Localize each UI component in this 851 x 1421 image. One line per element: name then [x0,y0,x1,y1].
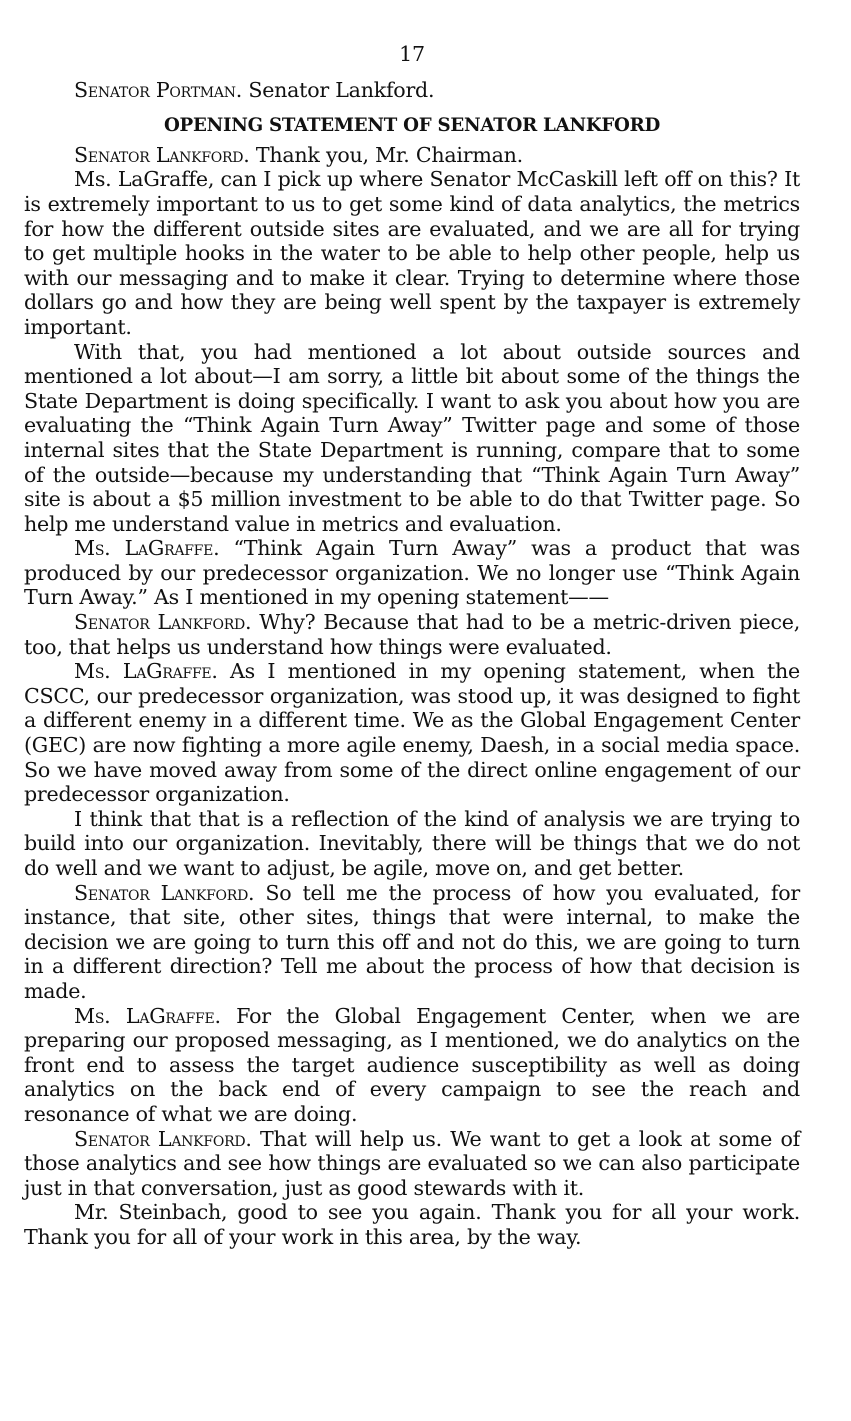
paragraph [24,143,800,168]
paragraph [24,167,800,339]
paragraph-text: Thank you, Mr. Chairman. [249,142,523,167]
paragraph-text: “Think Again Turn Away” was a product that was produced by our predecessor organization. We no longer use “Think Again Turn Away.” As I mentioned in my opening statement—— [24,536,801,610]
speaker-name: Senator Lankford. [74,1126,252,1151]
paragraph-text: So tell me the process of how you evaluated, for instance, that site, other sites, things that were internal, to make the decision we are going to turn this off and not do this, we are going to turn in a different direction? Tell me about the process of how that decision is made. [24,880,800,1003]
speaker-name: Senator Portman. [74,77,243,102]
paragraph [24,340,800,537]
speaker-name: Ms. LaGraffe. [74,659,218,684]
speaker-name: Senator Lankford. [74,142,250,167]
document-page [24,42,800,1250]
speaker-name: Ms. LaGraffe. [74,536,220,561]
paragraph-text: Mr. Steinbach, good to see you again. Thank you for all your work. Thank you for all of your work in this area, by the way. [24,1200,800,1249]
paragraph [24,1200,800,1249]
speaker-name: Senator Lankford. [74,880,255,905]
paragraph [24,536,800,610]
paragraph-text: I think that that is a reflection of the kind of analysis we are trying to build into our organization. Inevitably, there will be things that we do not do well and we want to adjust, be agile, move on, and get better. [24,806,800,880]
paragraph-text: Senator Lankford. [242,77,435,102]
paragraph [24,1127,800,1201]
section-heading: OPENING STATEMENT OF SENATOR LANKFORD [163,115,661,137]
speaker-name: Senator Lankford. [74,610,252,635]
speaker-name: Ms. LaGraffe. [74,1003,221,1028]
paragraph [24,881,800,1004]
paragraph-text: That will help us. We want to get a look at some of those analytics and see how things are evaluated so we can also participate just in that conversation, just as good stewards with it. [24,1126,800,1200]
paragraph-text: Why? Because that had to be a metric-driven piece, too, that helps us understand how things were evaluated. [24,610,800,659]
paragraph-text: With that, you had mentioned a lot about outside sources and mentioned a lot about—I am sorry, a little bit about some of the things the State Department is doing specifically. I want to ask you about how you are evaluating the “Think Again Turn Away” Twitter page and some of those internal sites that the State Department is running, compare that to some of the outside—because my understanding that “Think Again Turn Away” site is about a $5 million investment to be able to do that Twitter page. So help me understand value in metrics and evaluation. [24,339,800,536]
paragraph-text: Ms. LaGraffe, can I pick up where Senator McCaskill left off on this? It is extremely important to us to get some kind of data analytics, the metrics for how the different outside sites are evaluated, and we are all for trying to get multiple hooks in the water to be able to help other people, help us with our messaging and to make it clear. Trying to determine where those dollars go and how they are being well spent by the taxpayer is extremely important. [24,167,800,339]
paragraph-text: As I mentioned in my opening statement, when the CSCC, our predecessor organization, was stood up, it was designed to fight a different enemy in a different time. We as the Global Engagement Center (GEC) are now fighting a more agile enemy, Daesh, in a social media space. So we have moved away from some of the direct online engagement of our predecessor organization. [24,659,800,807]
paragraph-text: For the Global Engagement Center, when we are preparing our proposed messaging, as I mentioned, we do analytics on the front end to assess the target audience susceptibility as well as doing analytics on the back end of every campaign to see the reach and resonance of what we are doing. [24,1003,800,1126]
paragraph [24,78,800,103]
paragraph [24,610,800,659]
page-number: 17 [399,42,425,66]
paragraph [24,659,800,807]
paragraph [24,807,800,881]
paragraph [24,1004,800,1127]
